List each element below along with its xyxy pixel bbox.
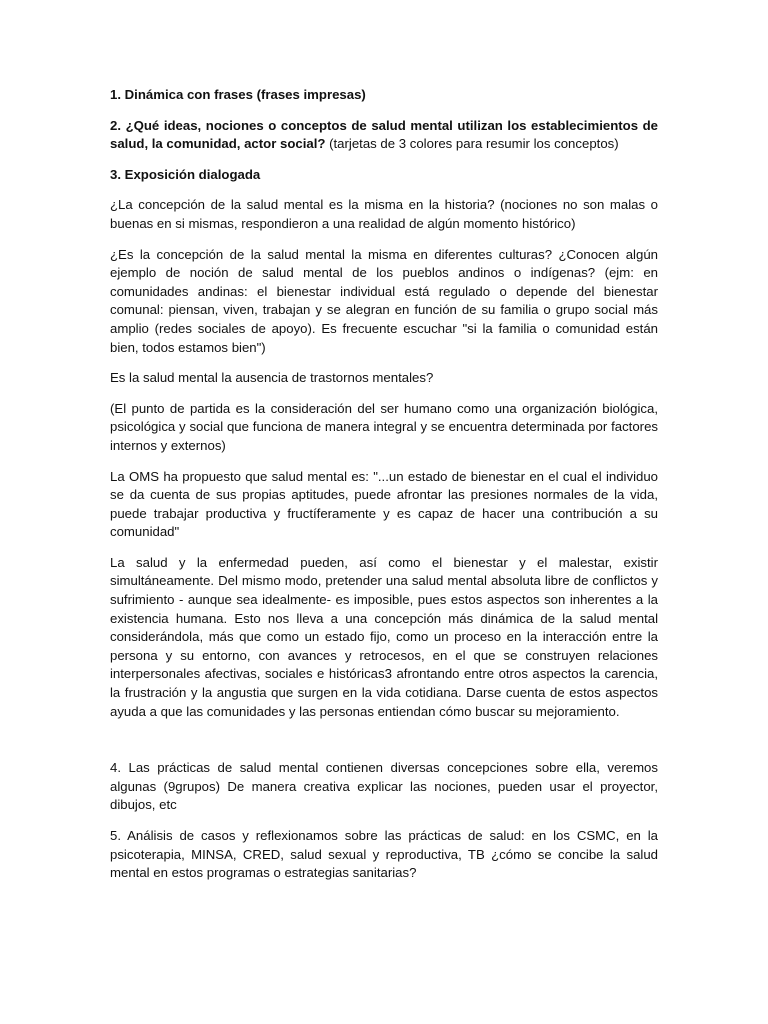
spacer (110, 733, 658, 759)
item-2-note: (tarjetas de 3 colores para resumir los conceptos) (325, 136, 619, 152)
paragraph-who-definition: La OMS ha propuesto que salud mental es: "...un estado de bienestar en el cual el individuo se da cuenta de sus propias aptitudes, puede afrontar las presiones normales de la vida, puede trabajar productiva y fructíferamente y es capaz de hacer una contribución a su comunidad" (110, 468, 658, 540)
question-absence-disorders: Es la salud mental la ausencia de trastornos mentales? (110, 370, 434, 386)
item-1-heading: 1. Dinámica con frases (frases impresas) (110, 87, 366, 102)
item-5-paragraph: 5. Análisis de casos y reflexionamos sobre las prácticas de salud: en los CSMC, en la psicoterapia, MINSA, CRED, salud sexual y reproductiva, TB ¿cómo se concibe la salud mental en estos programas o estrategias sanitarias? (110, 828, 658, 881)
paragraph-health-illness: La salud y la enfermedad pueden, así como el bienestar y el malestar, existir simultáneamente. Del mismo modo, pretender una salud mental absoluta libre de conflictos y sufrimiento - aunque sea idealmente- es imposible, pues estos aspectos son inherentes a la existencia humana. Esto nos lleva a una concepción más dinámica de la salud mental considerándola, más que como un estado fijo, como un proceso en la interacción entre la persona y su entorno, con avances y retrocesos, en el que se construyen relaciones interpersonales afectivas, sociales e históricas3 afrontando entre otros aspectos la carencia, la frustración y la angustia que surgen en la vida cotidiana. Darse cuenta de estos aspectos ayuda a que las comunidades y las personas entiendan cómo buscar su mejoramiento. (110, 554, 658, 719)
question-history: ¿La concepción de la salud mental es la misma en la historia? (nociones no son malas o buenas en si mismas, respondieron a una realidad de algún momento histórico) (110, 197, 658, 231)
item-3-heading: 3. Exposición dialogada (110, 166, 261, 182)
item-2-question: 2. ¿Qué ideas, nociones o conceptos de salud mental utilizan los establecimientos de salud, la comunidad, actor social? (110, 117, 658, 152)
paragraph-starting-point: (El punto de partida es la consideración del ser humano como una organización biológica, psicológica y social que funciona de manera integral y se encuentra determinada por factores internos y externos) (110, 400, 658, 453)
item-4-paragraph: 4. Las prácticas de salud mental contienen diversas concepciones sobre ella, veremos algunas (9grupos) De manera creativa explicar las nociones, pueden usar el proyector, dibujos, etc (110, 760, 658, 813)
item-2-paragraph (110, 117, 658, 154)
question-cultures: ¿Es la concepción de la salud mental la misma en diferentes culturas? ¿Conocen algún ejemplo de noción de salud mental de los pueblos andinos o indígenas? (ejm: en comunidades andinas: el bienestar individual está regulado o depende del bienestar comunal: piensan, viven, trabajan y se alegran en función de su familia o grupo social más amplio (redes sociales de apoyo). Es frecuente escuchar "si la familia o comunidad están bien, todos estamos bien") (110, 246, 658, 355)
